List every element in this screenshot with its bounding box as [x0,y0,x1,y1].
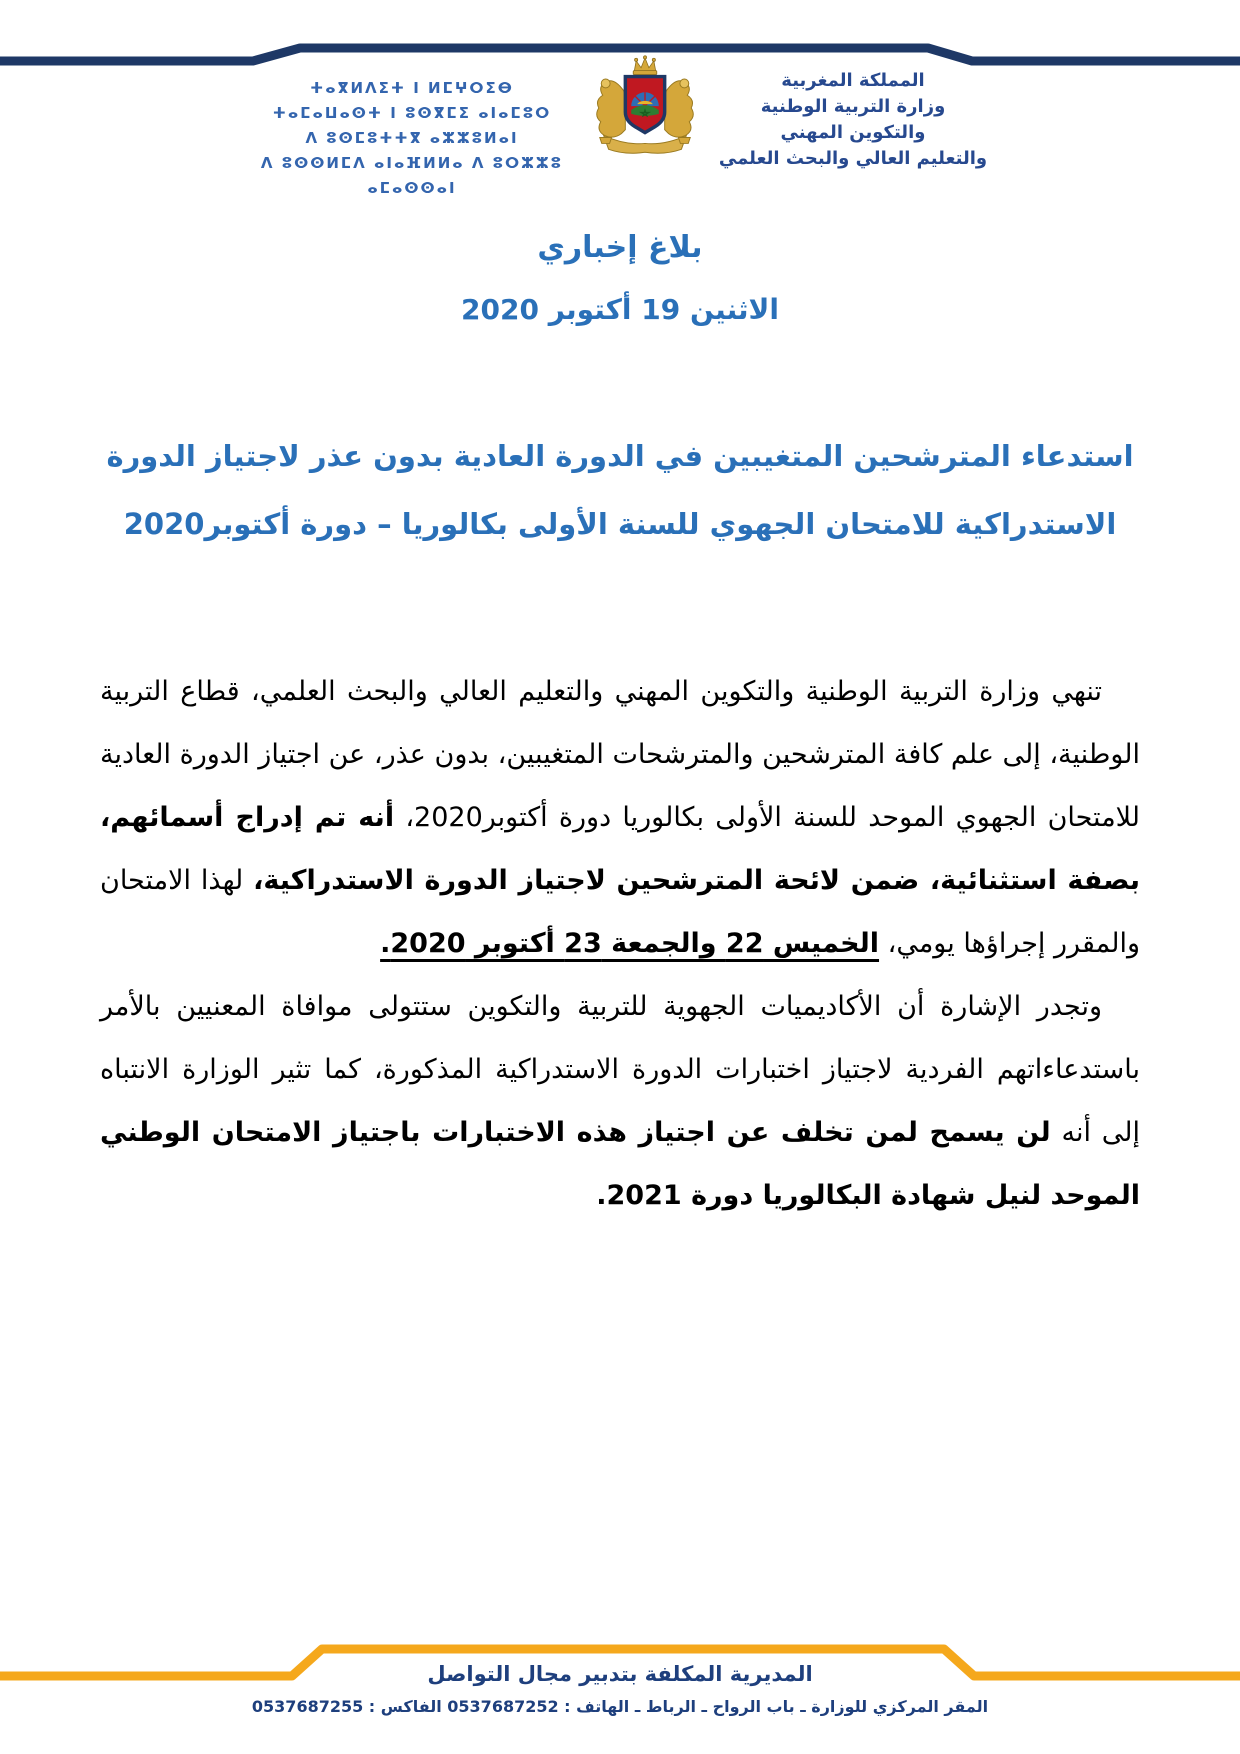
page-title: بلاغ إخباري [537,230,703,265]
body-paragraph-1 [100,660,1140,975]
document-date: الاثنين 19 أكتوبر 2020 [461,293,779,326]
body-text-segment: وتجدر الإشارة أن الأكاديميات الجهوية للتربية والتكوين ستتولى موافاة المعنيين بالأمر باستدعاءاتهم الفردية لاجتياز اختبارات الدورة الاستدراكية المذكورة، كما تثير الوزارة الانتباه إلى أنه [100,991,1140,1148]
body-text-segment-bold: لن يسمح لمن تخلف عن اجتياز هذه الاختبارات باجتياز الامتحان الوطني الموحد لنيل شهادة البكالوريا دورة 2021. [100,1117,1140,1211]
document-body [100,660,1140,1227]
footer-department: المديرية المكلفة بتدبير مجال التواصل [427,1662,813,1686]
body-paragraph-2 [100,975,1140,1227]
ministry-line: المملكة المغربية [781,70,925,91]
footer-contact: المقر المركزي للوزارة ـ باب الرواح ـ الرباط ـ الهاتف : 0537687252 الفاكس : 0537687255 [251,1697,989,1716]
tifinagh-line: ⴷ ⵓⵙⵙⵍⵎⴷ ⴰⵏⴰⴼⵍⵍⴰ ⴷ ⵓⵔⵣⵣⵓ ⴰⵎⴰⵙⵙⴰⵏ [260,154,564,197]
body-text-segment-bold-underline: الخميس 22 والجمعة 23 أكتوبر 2020. [380,928,880,959]
tifinagh-line: ⴷ ⵓⵙⵎⵓⵜⵜⴳ ⴰⵣⵣⵓⵍⴰⵏ [305,129,519,147]
moroccan-coat-of-arms-icon [586,54,704,166]
body-text-segment-bold: أنه تم إدراج أسمائهم، بصفة استثنائية، ضمن لائحة المترشحين لاجتياز الدورة الاستدراكية، [100,802,1140,896]
header-tifinagh-block [232,76,592,201]
body-text-segment: لهذا الامتحان والمقرر إجراؤها يومي، [100,865,1140,959]
ministry-line: والتعليم العالي والبحث العلمي [718,148,988,169]
subject-line-2: الاستدراكية للامتحان الجهوي للسنة الأولى بكالوريا – دورة أكتوبر2020 [123,507,1117,541]
tifinagh-line: ⵜⴰⴳⵍⴷⵉⵜ ⵏ ⵍⵎⵖⵔⵉⴱ [310,79,514,97]
ministry-line: وزارة التربية الوطنية [760,96,946,117]
header-ministry-block [698,68,1008,172]
subject-line-1: استدعاء المترشحين المتغيبين في الدورة العادية بدون عذر لاجتياز الدورة [106,439,1134,473]
body-text-segment: تنهي وزارة التربية الوطنية والتكوين المهني والتعليم العالي والبحث العلمي، قطاع التربية الوطنية، إلى علم كافة المترشحين والمترشحات المتغيبين، بدون عذر، عن اجتياز الدورة العادية للامتحان الجهوي الموحد للسنة الأولى بكالوريا دورة أكتوبر2020، [100,676,1140,833]
tifinagh-line: ⵜⴰⵎⴰⵡⴰⵙⵜ ⵏ ⵓⵙⴳⵎⵉ ⴰⵏⴰⵎⵓⵔ [272,104,552,122]
ministry-line: والتكوين المهني [780,122,926,143]
subject-heading [95,422,1145,558]
